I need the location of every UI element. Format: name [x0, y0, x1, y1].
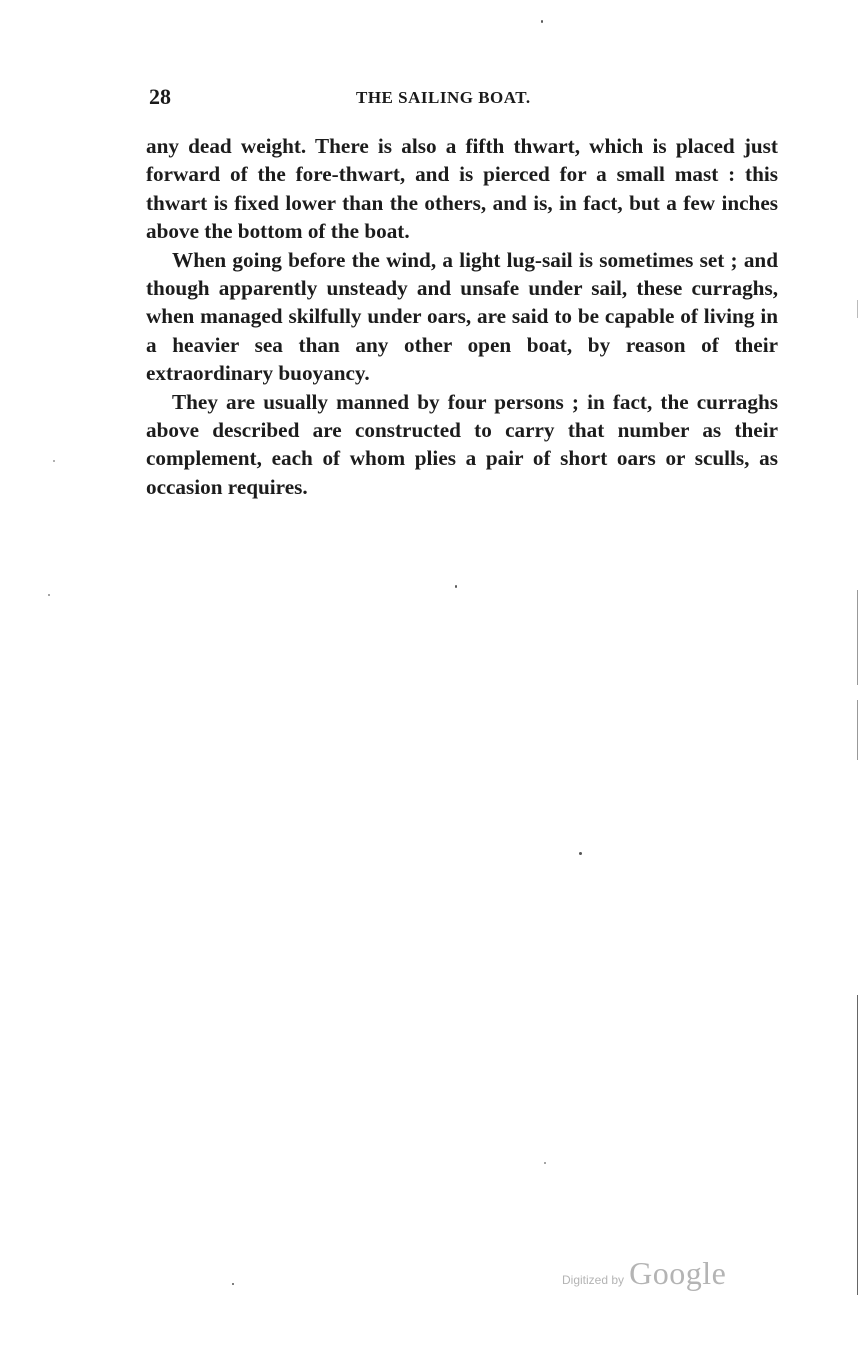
scan-speck	[455, 585, 457, 588]
scan-edge-line	[857, 590, 858, 685]
running-head	[149, 84, 779, 112]
digitized-by-google-watermark	[562, 1255, 726, 1292]
paragraph-1: any dead weight. There is also a fifth thwart, which is placed just forward of the fore-thwart, and is pierced for a small mast : this thwart is fixed lower than the others, and is, in fact, but a few inches above the bottom of the boat.	[146, 134, 778, 244]
scan-speck	[48, 594, 50, 596]
scan-edge-line	[857, 700, 858, 760]
scan-speck	[541, 20, 543, 23]
body-text	[146, 132, 778, 501]
scan-speck	[544, 1162, 546, 1164]
paragraph-2: When going before the wind, a light lug-sail is sometimes set ; and though apparently unsteady and unsafe under sail, these curraghs, when managed skilfully under oars, are said to be capable of living in a heavier sea than any other open boat, by reason of their extraordinary buoyancy.	[146, 247, 778, 386]
scan-speck	[579, 852, 582, 855]
google-logo-text: Google	[629, 1255, 727, 1291]
watermark-prefix: Digitized by	[562, 1273, 625, 1287]
scan-edge-line	[857, 300, 858, 318]
scan-speck	[232, 1283, 234, 1285]
scan-edge-line	[857, 995, 858, 1295]
paragraph-3: They are usually manned by four persons ; in fact, the curraghs above described are constructed to carry that number as their complement, each of whom plies a pair of short oars or sculls, as occasion requires.	[146, 389, 778, 499]
page-number: 28	[149, 84, 171, 109]
running-title: THE SAILING BOAT.	[356, 88, 531, 107]
scan-speck	[53, 460, 55, 462]
